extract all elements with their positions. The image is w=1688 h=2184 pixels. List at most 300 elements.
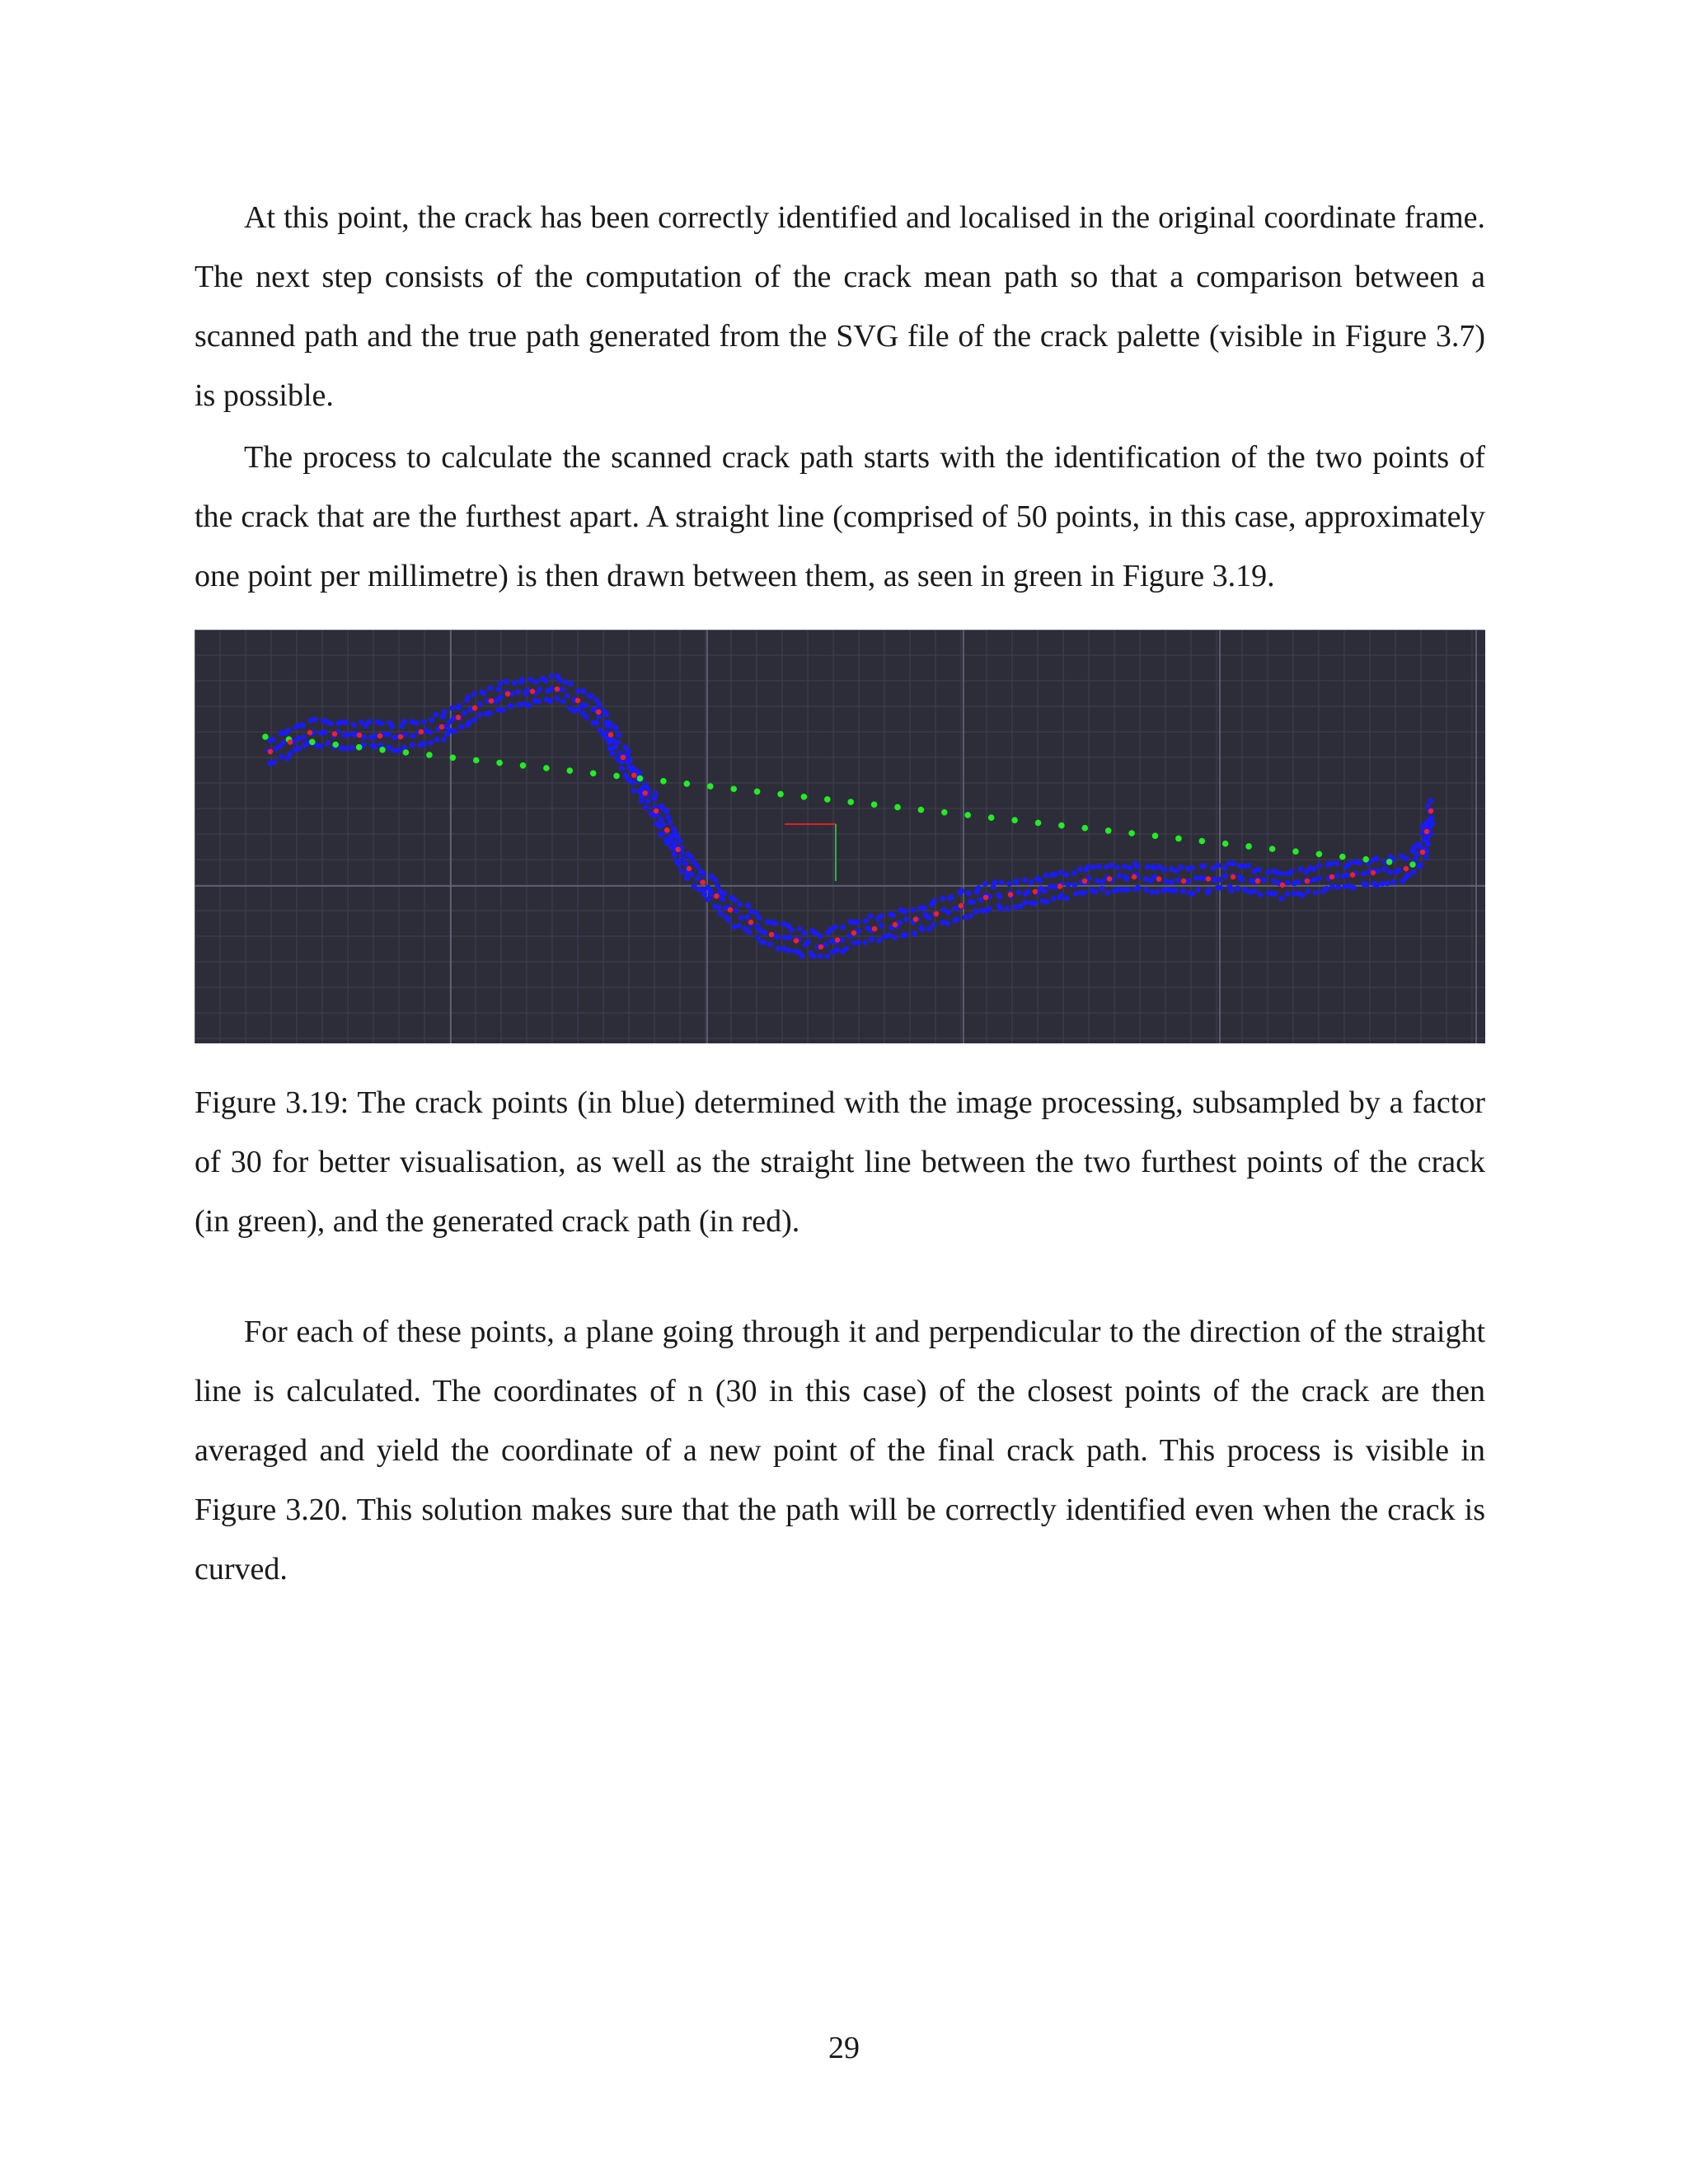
crack-point: [949, 895, 954, 901]
crack-point: [1125, 887, 1131, 893]
crack-point: [1135, 864, 1141, 869]
crack-point: [998, 880, 1004, 886]
crack-point: [1109, 862, 1115, 868]
crack-point: [1096, 864, 1102, 869]
crack-point: [1252, 888, 1258, 894]
crack-point: [926, 926, 932, 932]
crack-point: [1143, 887, 1149, 893]
crack-point: [1105, 890, 1111, 896]
crack-point: [1135, 885, 1141, 891]
straight-line-point: [1409, 861, 1416, 868]
figure-caption: Figure 3.19: The crack points (in blue) determined with the image processing, subsampled by a factor of 30 for better visualisation, as well as the straight line between the two furthest points of the crack (in green), and the generated crack path (in red).: [195, 1085, 1485, 1239]
crack-point: [1271, 878, 1277, 883]
crack-point: [1193, 875, 1198, 881]
crack-path-point: [1371, 870, 1376, 875]
crack-path-point: [439, 724, 444, 729]
crack-point: [528, 677, 533, 682]
crack-point: [414, 720, 420, 726]
crack-point: [828, 939, 834, 944]
crack-point: [542, 678, 548, 684]
crack-point: [661, 822, 667, 827]
crack-path-point: [332, 731, 337, 736]
crack-point: [615, 739, 621, 745]
crack-point: [498, 681, 504, 687]
crack-point: [755, 935, 761, 941]
crack-path-point: [913, 916, 918, 921]
crack-point: [680, 856, 686, 862]
crack-point: [1120, 888, 1126, 893]
crack-point: [659, 817, 664, 823]
crack-point: [736, 923, 742, 929]
crack-point: [1064, 896, 1070, 902]
straight-line-point: [403, 749, 410, 756]
straight-line-point: [1245, 843, 1252, 850]
crack-point: [666, 814, 672, 820]
crack-point: [465, 695, 471, 701]
crack-point: [496, 687, 502, 692]
straight-line-point: [450, 755, 457, 762]
crack-point: [1169, 866, 1175, 872]
crack-point: [619, 766, 625, 771]
crack-path-point: [398, 734, 403, 739]
straight-line-point: [660, 778, 667, 785]
crack-point: [695, 875, 701, 881]
crack-point: [307, 718, 313, 724]
crack-point: [643, 805, 649, 811]
crack-point: [863, 918, 869, 924]
straight-line-point: [426, 752, 433, 758]
crack-point: [672, 840, 678, 846]
crack-point: [279, 754, 284, 760]
crack-point: [457, 703, 462, 709]
crack-point: [560, 699, 566, 705]
crack-point: [817, 954, 823, 959]
crack-point: [789, 927, 795, 933]
straight-line-point: [1292, 848, 1299, 855]
crack-path-point: [268, 749, 273, 754]
straight-line-point: [1105, 827, 1112, 834]
crack-point: [767, 942, 773, 948]
crack-point: [1038, 878, 1043, 883]
crack-point: [270, 737, 276, 743]
crack-point: [1258, 892, 1264, 898]
crack-point: [1066, 882, 1071, 888]
crack-point: [968, 913, 974, 919]
crack-point: [471, 691, 477, 697]
straight-line-point: [847, 799, 854, 805]
crack-point: [1052, 872, 1057, 878]
crack-point: [271, 759, 277, 765]
crack-point: [1115, 865, 1121, 871]
crack-point: [440, 714, 446, 719]
crack-path-point: [621, 755, 626, 760]
crack-point: [876, 938, 882, 944]
straight-line-point: [918, 807, 925, 813]
crack-point: [931, 898, 937, 904]
straight-line-point: [356, 744, 363, 751]
crack-point: [1396, 868, 1402, 874]
crack-point: [1195, 887, 1201, 893]
crack-point: [1380, 881, 1386, 887]
crack-point: [772, 921, 778, 926]
straight-line-point: [684, 780, 691, 787]
crack-point: [832, 924, 838, 930]
crack-point: [1022, 878, 1028, 883]
crack-point: [593, 697, 599, 703]
crack-path-point: [608, 732, 613, 737]
crack-point: [1179, 865, 1184, 870]
crack-point: [1169, 879, 1175, 885]
crack-point: [725, 917, 731, 923]
crack-point: [557, 677, 563, 683]
crack-point: [879, 923, 884, 929]
crack-point: [451, 715, 457, 721]
page-number: 29: [828, 2031, 860, 2065]
crack-point: [1043, 873, 1049, 879]
crack-point: [498, 695, 504, 701]
crack-path-point: [472, 705, 477, 710]
crack-point: [594, 720, 600, 726]
crack-point: [627, 757, 633, 763]
crack-path-point: [1156, 876, 1161, 881]
straight-line-point: [1316, 851, 1323, 858]
crack-point: [903, 916, 909, 922]
crack-point: [1425, 841, 1431, 847]
crack-point: [1285, 880, 1291, 886]
straight-line-point: [1199, 838, 1206, 845]
crack-point: [982, 881, 988, 887]
crack-point: [581, 688, 587, 694]
crack-point: [626, 749, 631, 755]
crack-point: [631, 788, 637, 794]
straight-line-point: [1175, 836, 1182, 842]
crack-point: [716, 905, 722, 911]
crack-point: [653, 791, 659, 797]
crack-point: [781, 945, 787, 951]
crack-path-point: [575, 698, 580, 703]
crack-point: [1018, 903, 1024, 909]
crack-point: [610, 751, 616, 757]
straight-line-point: [1362, 856, 1369, 863]
straight-line-point: [332, 742, 339, 748]
crack-point: [879, 913, 884, 919]
crack-point: [998, 906, 1004, 912]
crack-point: [1261, 877, 1267, 883]
crack-point: [701, 871, 706, 877]
crack-point: [1189, 891, 1195, 897]
crack-point: [692, 883, 697, 889]
crack-point: [1005, 906, 1010, 912]
straight-line-point: [1339, 854, 1346, 860]
straight-line-point: [1058, 823, 1065, 829]
crack-point: [921, 905, 927, 911]
straight-line-point: [637, 776, 644, 782]
crack-point: [1048, 883, 1053, 889]
crack-point: [1029, 879, 1034, 885]
crack-point: [401, 719, 407, 724]
crack-point: [1206, 888, 1212, 893]
crack-point: [421, 719, 427, 725]
crack-point: [504, 679, 509, 685]
crack-path-point: [530, 689, 535, 694]
crack-point: [636, 770, 642, 776]
crack-point: [547, 698, 553, 704]
crack-point: [1064, 872, 1070, 878]
crack-point: [555, 696, 560, 701]
crack-path-point: [687, 866, 692, 871]
crack-path-point: [794, 938, 799, 943]
crack-point: [1297, 866, 1303, 872]
crack-point: [616, 732, 621, 738]
crack-point: [1387, 869, 1393, 875]
crack-point: [1059, 893, 1065, 898]
crack-point: [462, 710, 467, 716]
crack-point: [903, 908, 908, 914]
grid: [195, 630, 1485, 1043]
crack-point: [651, 796, 657, 802]
crack-point: [410, 733, 415, 739]
crack-point: [701, 892, 707, 898]
crack-point: [757, 916, 762, 921]
crack-point: [733, 907, 738, 913]
crack-point: [1229, 888, 1235, 893]
crack-path-point: [893, 922, 898, 927]
crack-point: [903, 932, 908, 938]
straight-line-point: [1152, 832, 1159, 839]
crack-point: [678, 838, 683, 844]
crack-point: [1406, 872, 1412, 878]
crack-point: [1071, 870, 1077, 876]
crack-point: [931, 922, 937, 928]
crack-point: [1128, 865, 1133, 871]
crack-point: [488, 686, 494, 691]
crack-point: [549, 673, 555, 679]
crack-point: [1316, 863, 1322, 869]
crack-path-point: [1424, 829, 1429, 834]
crack-point: [940, 920, 945, 926]
crack-path-point: [1329, 874, 1334, 879]
crack-point: [372, 744, 377, 750]
crack-path-point: [1206, 876, 1211, 881]
crack-point: [1390, 879, 1396, 885]
straight-line-point: [824, 796, 831, 803]
crack-point: [379, 721, 385, 727]
crack-path-point: [643, 790, 648, 795]
crack-point: [285, 728, 291, 733]
crack-point: [575, 688, 581, 694]
crack-point: [1025, 889, 1031, 895]
crack-point: [1423, 854, 1429, 860]
crack-point: [1104, 865, 1109, 870]
crack-point: [639, 798, 645, 804]
crack-point: [1072, 883, 1078, 888]
crack-point: [688, 855, 694, 860]
crack-point: [1175, 877, 1181, 883]
crack-path-point: [701, 880, 706, 885]
crack-point: [1324, 886, 1329, 892]
figure-3-19: [195, 630, 1485, 1043]
crack-point: [1095, 879, 1100, 884]
crack-path-point: [654, 808, 659, 813]
crack-point: [1006, 881, 1012, 887]
crack-point: [786, 948, 792, 954]
crack-point: [1313, 890, 1319, 896]
crack-point: [1375, 868, 1381, 874]
straight-line-point: [473, 757, 480, 764]
crack-point: [565, 693, 570, 699]
crack-point: [1235, 886, 1240, 892]
crack-point: [705, 897, 710, 902]
crack-point: [1190, 865, 1196, 871]
crack-point: [1414, 851, 1420, 857]
crack-point: [1149, 889, 1155, 895]
crack-point: [1278, 896, 1284, 902]
crack-path-point: [851, 930, 856, 935]
crack-point: [527, 703, 532, 709]
crack-point: [1044, 899, 1050, 905]
crack-point: [748, 909, 754, 915]
crack-point: [287, 751, 293, 757]
crack-point: [1173, 888, 1179, 893]
crack-path-point: [714, 893, 719, 898]
crack-path-point: [1057, 883, 1062, 888]
crack-point: [1155, 889, 1160, 895]
crack-point: [429, 718, 434, 724]
straight-line-point: [1222, 841, 1229, 847]
crack-point: [1085, 865, 1091, 870]
straight-line-point: [988, 814, 995, 821]
crack-point: [709, 893, 715, 898]
crack-path-point: [1082, 879, 1087, 883]
crack-point: [273, 746, 279, 752]
crack-point: [630, 780, 635, 785]
crack-point: [1051, 896, 1057, 902]
crack-point: [568, 681, 574, 687]
crack-point: [997, 893, 1003, 899]
crack-point: [987, 906, 992, 912]
crack-point: [598, 728, 603, 733]
crack-point: [787, 935, 793, 940]
crack-path-point: [1280, 883, 1285, 888]
straight-line-point: [871, 801, 878, 808]
crack-point: [753, 911, 759, 916]
crack-point: [512, 680, 518, 686]
crack-point: [959, 888, 965, 894]
crack-point: [846, 934, 852, 940]
crack-point: [781, 921, 786, 927]
straight-line-point: [964, 812, 971, 818]
origin-axes: [785, 824, 836, 881]
straight-line-point: [730, 786, 737, 793]
crack-point: [824, 954, 830, 959]
crack-point: [386, 745, 392, 751]
crack-point: [1032, 901, 1038, 907]
crack-point: [603, 711, 609, 717]
crack-path-point: [872, 926, 877, 931]
crack-point: [862, 940, 868, 945]
crack-point: [1239, 877, 1245, 883]
crack-point: [912, 930, 917, 936]
crack-path-point: [1428, 808, 1433, 813]
crack-path-point: [1181, 879, 1186, 883]
crack-point: [1348, 860, 1353, 866]
crack-point: [1211, 865, 1217, 871]
straight-line-green: [262, 733, 1416, 868]
crack-point: [976, 885, 982, 891]
crack-point: [1023, 900, 1029, 906]
crack-point: [1345, 872, 1351, 878]
crack-path-point: [934, 912, 939, 916]
crack-point: [477, 701, 483, 707]
crack-point: [509, 703, 514, 709]
crack-point: [1164, 879, 1170, 884]
straight-line-point: [590, 771, 597, 777]
crack-point: [396, 748, 401, 753]
crack-point: [1231, 861, 1236, 867]
crack-point: [318, 743, 324, 749]
crack-path-point: [1107, 876, 1112, 881]
crack-point: [1300, 893, 1306, 898]
crack-path-point: [983, 895, 988, 900]
crack-point: [1428, 798, 1434, 804]
crack-point: [973, 908, 979, 914]
crack-point: [613, 726, 619, 732]
crack-point: [534, 679, 540, 685]
crack-point: [1256, 867, 1262, 873]
crack-point: [536, 699, 542, 705]
crack-point: [954, 916, 960, 922]
crack-point: [1185, 866, 1191, 872]
crack-point: [689, 871, 695, 877]
crack-point: [1425, 804, 1431, 809]
crack-point: [516, 702, 522, 708]
straight-line-point: [801, 794, 808, 800]
crack-point: [1412, 856, 1418, 862]
crack-point: [744, 914, 750, 920]
crack-point: [487, 710, 493, 716]
crack-point: [1361, 871, 1367, 877]
crack-path-point: [1420, 850, 1425, 855]
crack-point: [428, 740, 434, 746]
straight-line-point: [309, 739, 316, 746]
crack-path-point: [456, 715, 461, 719]
crack-point: [801, 930, 807, 936]
crack-path-point: [664, 827, 669, 832]
crack-point: [344, 746, 349, 752]
crack-point: [1305, 888, 1311, 894]
crack-point: [366, 719, 372, 724]
crack-point: [442, 710, 448, 715]
crack-point: [1100, 879, 1105, 885]
crack-point: [515, 689, 521, 695]
crack-point: [441, 737, 447, 743]
crack-point: [1272, 891, 1278, 897]
crack-point: [1245, 863, 1251, 869]
crack-point: [1081, 890, 1087, 896]
crack-point: [992, 879, 998, 885]
crack-point: [1411, 869, 1417, 875]
paragraph-process: The process to calculate the scanned crack path starts with the identification of the two points of the crack that are the furthest apart. A straight line (comprised of 50 points, in this case, approximately one point per millimetre) is then drawn between them, as seen in green in Figure 3.19.: [195, 440, 1485, 593]
crack-point: [963, 915, 968, 921]
crack-point: [1216, 862, 1221, 868]
crack-point: [1429, 816, 1435, 822]
straight-line-point: [1035, 820, 1042, 827]
crack-point: [712, 877, 718, 883]
crack-point: [386, 732, 392, 738]
crack-point: [349, 745, 355, 751]
crack-path-point: [288, 739, 293, 744]
straight-line-point: [1011, 817, 1018, 823]
